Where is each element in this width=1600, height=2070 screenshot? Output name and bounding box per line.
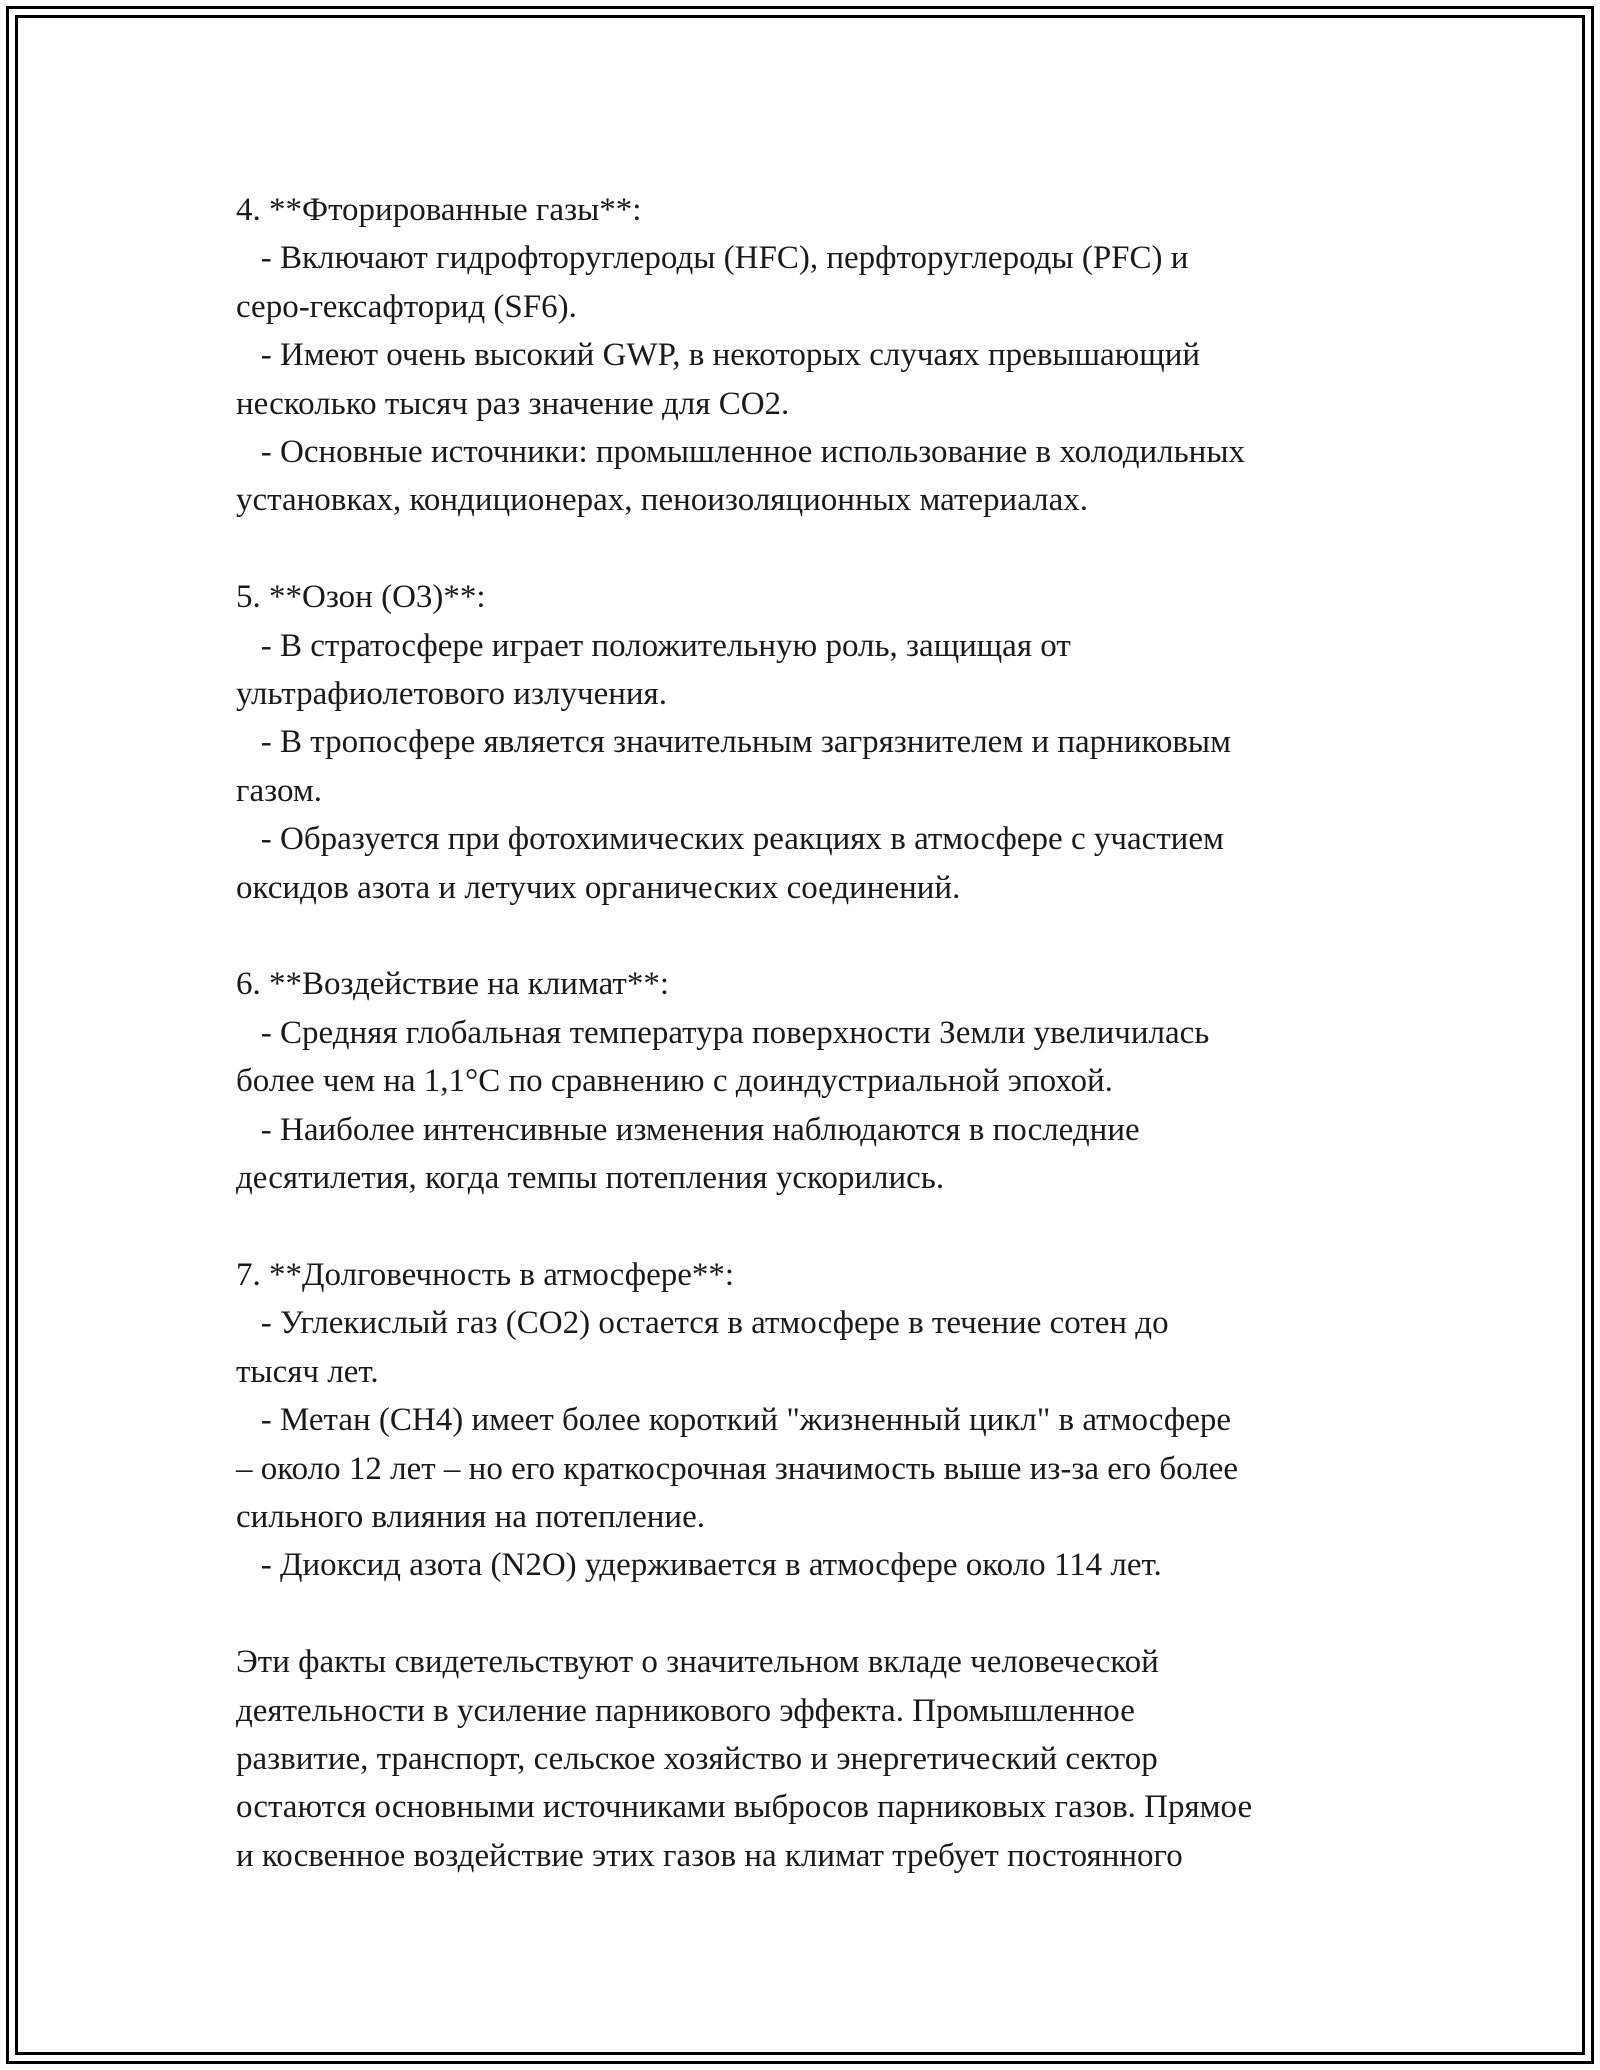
section-atmospheric-longevity [236, 1251, 1386, 1590]
section-line: газом. [236, 772, 323, 809]
paragraph-line: Эти факты свидетельствуют о значительном вкладе человеческой [236, 1644, 1159, 1681]
section-line: более чем на 1,1°C по сравнению с доиндустриальной эпохой. [236, 1063, 1113, 1100]
section-line: - Основные источники: промышленное использование в холодильных [236, 434, 1245, 471]
section-line: десятилетия, когда темпы потепления ускорились. [236, 1160, 945, 1197]
section-line: - Диоксид азота (N2O) удерживается в атмосфере около 114 лет. [236, 1547, 1162, 1584]
section-heading: 7. **Долговечность в атмосфере**: [236, 1256, 735, 1293]
section-fluorinated-gases [236, 186, 1386, 525]
section-heading: 4. **Фторированные газы**: [236, 192, 642, 228]
section-line: тысяч лет. [236, 1353, 379, 1390]
section-line: серо-гексафторид (SF6). [236, 288, 577, 325]
section-line: - В тропосфере является значительным загрязнителем и парниковым [236, 724, 1231, 761]
document-body [236, 186, 1386, 1880]
section-line: - Метан (CH4) имеет более короткий "жизненный цикл" в атмосфере [236, 1402, 1232, 1439]
section-heading: 5. **Озон (O3)**: [236, 579, 486, 616]
paragraph-line: деятельности в усиление парникового эффекта. Промышленное [236, 1692, 1135, 1729]
section-line: ультрафиолетового излучения. [236, 676, 667, 713]
section-line: сильного влияния на потепление. [236, 1498, 705, 1535]
section-line: несколько тысяч раз значение для CO2. [236, 385, 790, 422]
section-line: - Образуется при фотохимических реакциях в атмосфере с участием [236, 821, 1224, 858]
closing-paragraph [236, 1638, 1386, 1880]
section-line: - Наиболее интенсивные изменения наблюдаются в последние [236, 1111, 1140, 1148]
section-line: - Средняя глобальная температура поверхности Земли увеличилась [236, 1014, 1210, 1051]
section-climate-impact [236, 960, 1386, 1202]
section-line: установках, кондиционерах, пеноизоляционных материалах. [236, 482, 1089, 519]
section-line: - В стратосфере играет положительную роль, защищая от [236, 627, 1071, 664]
paragraph-line: и косвенное воздействие этих газов на климат требует постоянного [236, 1837, 1183, 1874]
section-ozone [236, 573, 1386, 912]
section-heading: 6. **Воздействие на климат**: [236, 966, 670, 1003]
section-line: - Включают гидрофторуглероды (HFC), перфторуглероды (PFC) и [236, 240, 1189, 277]
paragraph-line: развитие, транспорт, сельское хозяйство и энергетический сектор [236, 1740, 1158, 1777]
section-line: – около 12 лет – но его краткосрочная значимость выше из-за его более [236, 1450, 1239, 1487]
section-line: - Углекислый газ (CO2) остается в атмосфере в течение сотен до [236, 1305, 1169, 1342]
section-line: оксидов азота и летучих органических соединений. [236, 869, 961, 906]
section-line: - Имеют очень высокий GWP, в некоторых случаях превышающий [236, 337, 1201, 374]
paragraph-line: остаются основными источниками выбросов парниковых газов. Прямое [236, 1789, 1253, 1826]
